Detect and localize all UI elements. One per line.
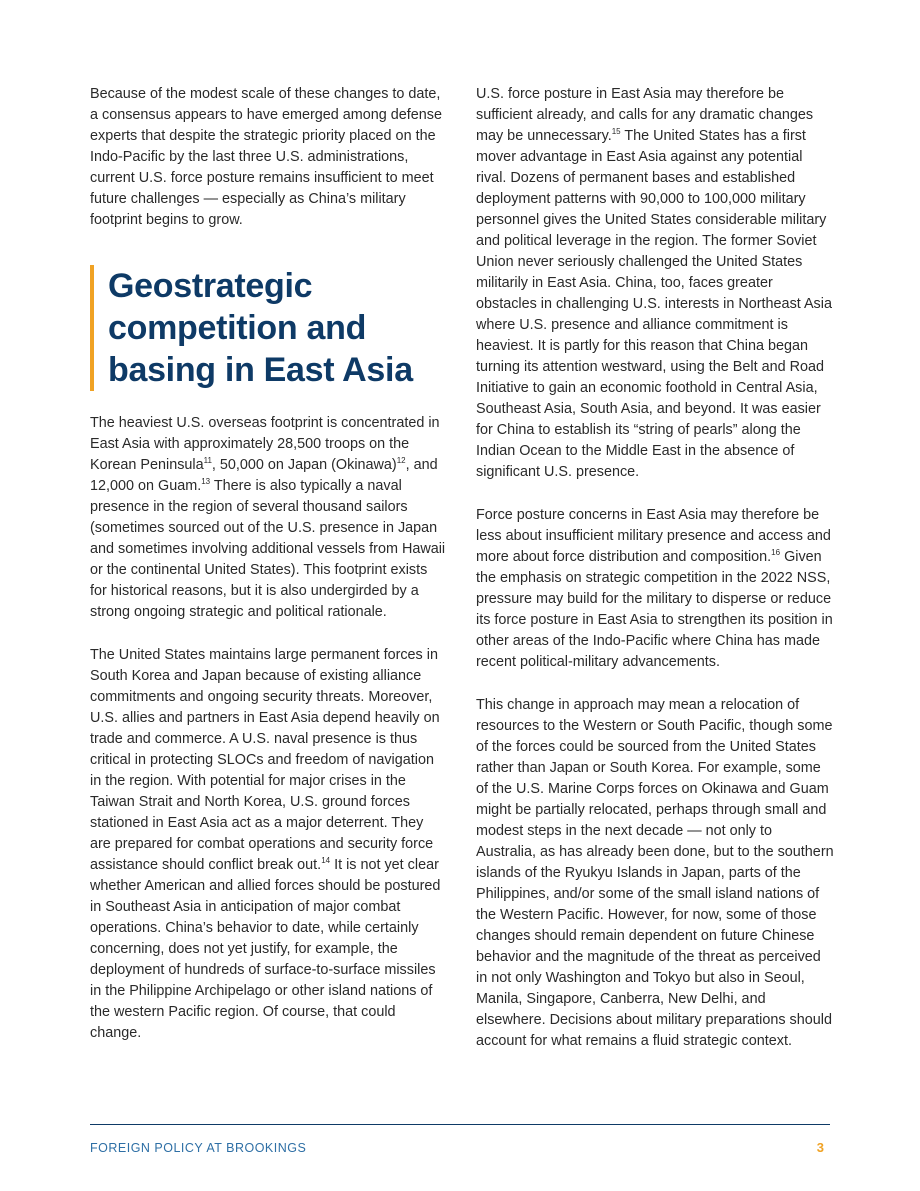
section-heading: Geostrategic competition and basing in East Asia bbox=[108, 267, 413, 389]
footer-publication: FOREIGN POLICY AT BROOKINGS bbox=[90, 1141, 307, 1155]
body-paragraph: This change in approach may mean a relocation of resources to the Western or South Pacific, though some of the forces could be sourced from the United States rather than Japan or South Korea. For example, some of the U.S. Marine Corps forces on Okinawa and Guam might be partially relocated, perhaps through small and modest steps in the next decade — not only to Australia, as has already been done, but to the southern islands of the Ryukyu Islands in Japan, parts of the Philippines, and/or some of the small island nations of the Western Pacific. However, for now, some of those changes should remain dependent on future Chinese behavior and the magnitude of the threat as perceived in not only Washington and Tokyo but also in Seoul, Manila, Singapore, Canberra, New Delhi, and elsewhere. Decisions about military preparations should account for what remains a fluid strategic context. bbox=[476, 697, 834, 1049]
footnote-ref[interactable]: 11 bbox=[203, 456, 212, 466]
body-paragraph bbox=[90, 413, 448, 623]
footnote-ref[interactable]: 16 bbox=[771, 548, 781, 558]
right-column bbox=[476, 84, 834, 1074]
paragraph-text: It is not yet clear whether American and allied forces should be postured in Southeast Asia in anticipation of major combat operations. China’s behavior to date, while certainly concerning, does not yet justify, for example, the deployment of hundreds of surface-to-surface missiles in the Philippine Archipelago or other island nations of the western Pacific region. Of course, that could change. bbox=[90, 857, 441, 1041]
left-column bbox=[90, 84, 448, 1066]
body-paragraph bbox=[476, 505, 834, 673]
page-number: 3 bbox=[816, 1140, 824, 1155]
paragraph-text: , 50,000 on Japan (Okinawa) bbox=[211, 457, 397, 473]
paragraph-text: The United States maintains large permanent forces in South Korea and Japan because of existing alliance commitments and ongoing security threats. Moreover, U.S. allies and partners in East Asia depend heavily on trade and commerce. A U.S. naval presence is thus critical in protecting SLOCs and freedom of navigation in the region. With potential for major crises in the Taiwan Strait and North Korea, U.S. ground forces stationed in East Asia act as a major deterrent. They are prepared for combat operations and security force assistance should conflict break out. bbox=[90, 647, 440, 873]
paragraph-text: Force posture concerns in East Asia may therefore be less about insufficient military presence and access and more about force distribution and composition. bbox=[476, 507, 831, 565]
paragraph-text: The heaviest U.S. overseas footprint is concentrated in East Asia with approximately 28,500 troops on the Korean Peninsula bbox=[90, 415, 440, 473]
section-heading-block bbox=[90, 265, 448, 391]
paragraph-text: Given the emphasis on strategic competition in the 2022 NSS, pressure may build for the military to disperse or reduce its force posture in East Asia to strengthen its position in other areas of the Indo-Pacific where China has made recent political-military advancements. bbox=[476, 549, 833, 670]
paragraph-text: There is also typically a naval presence in the region of several thousand sailors (sometimes sourced out of the U.S. presence in Japan and sometimes involving additional vessels from Hawaii or the continental United States). This footprint exists for historical reasons, but it is also undergirded by a strong ongoing strategic and political rationale. bbox=[90, 478, 446, 620]
footnote-ref[interactable]: 14 bbox=[321, 856, 331, 866]
paragraph-text: The United States has a first mover advantage in East Asia against any potential rival. Dozens of permanent bases and established deployment patterns with 90,000 to 100,000 military personnel gives the United States considerable military and political leverage in the region. The former Soviet Union never seriously challenged the United States militarily in East Asia. China, too, faces greater obstacles in challenging U.S. interests in Northeast Asia where U.S. presence and alliance commitment is heaviest. It is partly for this reason that China began turning its attention westward, using the Belt and Road Initiative to gain an economic foothold in Central Asia, Southeast Asia, South Asia, and beyond. It was easier for China to establish its “string of pearls” along the Indian Ocean to the Middle East in the absence of significant U.S. presence. bbox=[476, 128, 832, 480]
footnote-ref[interactable]: 12 bbox=[396, 456, 406, 466]
body-paragraph bbox=[90, 645, 448, 1044]
footer-divider bbox=[90, 1124, 830, 1125]
paragraph-text: U.S. force posture in East Asia may therefore be sufficient already, and calls for any dramatic changes may be unnecessary. bbox=[476, 86, 814, 144]
body-paragraph bbox=[476, 84, 834, 483]
paragraph-text: , and 12,000 on Guam. bbox=[90, 457, 438, 494]
intro-paragraph: Because of the modest scale of these changes to date, a consensus appears to have emerged among defense experts that despite the strategic priority placed on the Indo-Pacific by the last three U.S. administrations, current U.S. force posture remains insufficient to meet future challenges — especially as China’s military footprint begins to grow. bbox=[90, 86, 443, 228]
footnote-ref[interactable]: 15 bbox=[611, 127, 621, 137]
footnote-ref[interactable]: 13 bbox=[201, 477, 211, 487]
